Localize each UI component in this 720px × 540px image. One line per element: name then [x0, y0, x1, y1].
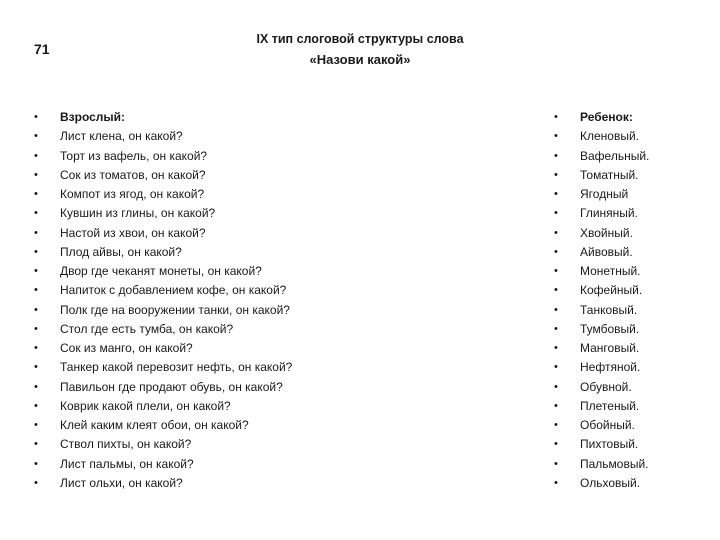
adult-question-text: Компот из ягод, он какой? — [60, 187, 205, 201]
bullet-icon: • — [34, 168, 38, 181]
bullet-icon: • — [554, 207, 558, 220]
bullet-icon: • — [554, 342, 558, 354]
adult-question-text: Плод айвы, он какой? — [60, 244, 182, 259]
child-answer — [554, 435, 649, 454]
child-answer-text: Пальмовый. — [580, 456, 649, 471]
child-answer-text: Ягодный — [580, 187, 629, 201]
adult-question-text: Взрослый: — [60, 110, 126, 124]
child-answer-text: Манговый. — [580, 341, 640, 355]
bullet-icon: • — [34, 130, 38, 143]
child-answer — [554, 397, 649, 416]
child-answer — [554, 243, 649, 262]
bullet-icon: • — [34, 245, 38, 258]
adult-question-text: Клей каким клеят обои, он какой? — [60, 418, 249, 432]
page-title: IX тип слоговой структуры слова — [256, 32, 464, 46]
child-answer — [554, 301, 649, 320]
bullet-icon: • — [34, 207, 38, 220]
bullet-icon: • — [34, 342, 38, 354]
adult-question-text: Двор где чеканят монеты, он какой? — [60, 264, 262, 278]
child-answer — [554, 320, 649, 339]
adult-question — [34, 455, 292, 474]
child-answer — [554, 147, 650, 166]
child-answer — [554, 185, 649, 204]
bullet-icon: • — [554, 188, 558, 200]
adult-question-text: Танкер какой перевозит нефть, он какой? — [60, 360, 293, 375]
adult-question — [34, 185, 292, 204]
adult-question — [34, 320, 292, 339]
adult-question — [34, 224, 292, 243]
adult-question-text: Настой из хвои, он какой? — [60, 225, 206, 240]
child-answer-text: Монетный. — [580, 264, 641, 278]
child-answer-text: Глиняный. — [580, 206, 638, 221]
bullet-icon: • — [34, 226, 38, 239]
bullet-icon: • — [554, 419, 558, 431]
adult-question-text: Ствол пихты, он какой? — [60, 437, 192, 452]
bullet-icon: • — [34, 361, 38, 374]
adult-question-text: Сок из томатов, он какой? — [60, 167, 206, 182]
child-answer — [554, 474, 649, 493]
bullet-icon: • — [554, 438, 558, 451]
bullet-icon: • — [554, 284, 558, 297]
bullet-icon: • — [34, 111, 38, 123]
bullet-icon: • — [34, 322, 38, 335]
child-answer — [554, 281, 649, 300]
adult-question — [34, 166, 292, 185]
child-answer-text: Обойный. — [580, 418, 635, 432]
bullet-icon: • — [554, 399, 558, 412]
adult-question-text: Полк где на вооружении танки, он какой? — [60, 302, 290, 317]
adult-question — [34, 281, 292, 300]
child-answer — [554, 224, 649, 243]
adult-question-header — [34, 108, 292, 127]
child-answer-text: Хвойный. — [580, 225, 633, 240]
adult-question — [34, 301, 292, 320]
adult-question — [34, 435, 292, 454]
adult-question — [34, 243, 292, 262]
adult-question — [34, 147, 292, 166]
adult-question — [34, 378, 292, 397]
adult-question-text: Павильон где продают обувь, он какой? — [60, 379, 283, 394]
bullet-icon: • — [34, 265, 38, 277]
adult-question-text: Лист пальмы, он какой? — [60, 456, 194, 471]
child-answer — [554, 166, 649, 185]
child-answer-text: Плетеный. — [580, 398, 640, 413]
child-answer — [554, 455, 649, 474]
bullet-icon: • — [554, 322, 558, 335]
child-answer-text: Томатный. — [580, 167, 639, 182]
bullet-icon: • — [554, 149, 558, 162]
bullet-icon: • — [34, 438, 38, 451]
child-answer — [554, 416, 649, 435]
child-answer — [554, 339, 649, 358]
child-answer — [554, 378, 649, 397]
adult-question — [34, 474, 292, 493]
page-number: 71 — [34, 41, 50, 57]
adult-question-text: Торт из вафель, он какой? — [60, 148, 208, 163]
child-answer-text: Танковый. — [580, 302, 638, 317]
child-answer-text: Кофейный. — [580, 283, 643, 298]
adult-question — [34, 262, 292, 281]
bullet-icon: • — [554, 226, 558, 239]
adult-question — [34, 416, 292, 435]
child-answer — [554, 358, 649, 377]
adult-question — [34, 127, 292, 146]
adult-question-text: Сок из манго, он какой? — [60, 341, 193, 355]
bullet-icon: • — [554, 380, 558, 393]
child-answer-text: Вафельный. — [580, 148, 650, 163]
bullet-icon: • — [554, 303, 558, 316]
bullet-icon: • — [34, 476, 38, 489]
bullet-icon: • — [554, 111, 558, 123]
adult-question-text: Стол где есть тумба, он какой? — [60, 321, 234, 336]
child-answer-text: Ольховый. — [580, 475, 641, 490]
bullet-icon: • — [34, 399, 38, 412]
child-answer-header — [554, 108, 649, 127]
adult-questions-list — [34, 108, 293, 493]
bullet-icon: • — [34, 284, 38, 297]
adult-question — [34, 358, 293, 377]
bullet-icon: • — [554, 245, 558, 258]
child-answer-text: Кленовый. — [580, 129, 640, 144]
child-answer — [554, 204, 649, 223]
adult-question-text: Лист ольхи, он какой? — [60, 475, 183, 490]
bullet-icon: • — [554, 168, 558, 181]
bullet-icon: • — [554, 130, 558, 143]
child-answers-list — [554, 108, 650, 493]
bullet-icon: • — [554, 457, 558, 470]
page-subtitle: «Назови какой» — [309, 52, 411, 67]
bullet-icon: • — [34, 380, 38, 393]
child-answer-text: Нефтяной. — [580, 360, 641, 375]
title-block — [230, 30, 490, 70]
child-answer — [554, 262, 649, 281]
adult-question-text: Кувшин из глины, он какой? — [60, 206, 216, 221]
adult-question-text: Коврик какой плели, он какой? — [60, 398, 231, 413]
bullet-icon: • — [34, 303, 38, 316]
child-answer-text: Айвовый. — [580, 244, 633, 259]
adult-question — [34, 204, 292, 223]
child-answer-text: Ребенок: — [580, 110, 633, 124]
bullet-icon: • — [554, 476, 558, 489]
adult-question — [34, 339, 292, 358]
child-answer-text: Пихтовый. — [580, 437, 639, 452]
child-answer-text: Тумбовый. — [580, 321, 640, 336]
adult-question — [34, 397, 292, 416]
bullet-icon: • — [34, 149, 38, 162]
adult-question-text: Лист клена, он какой? — [60, 129, 183, 144]
bullet-icon: • — [554, 361, 558, 374]
child-answer-text: Обувной. — [580, 379, 632, 394]
bullet-icon: • — [34, 457, 38, 470]
adult-question-text: Напиток с добавлением кофе, он какой? — [60, 283, 287, 298]
bullet-icon: • — [34, 188, 38, 200]
bullet-icon: • — [554, 265, 558, 277]
child-answer — [554, 127, 649, 146]
bullet-icon: • — [34, 419, 38, 431]
